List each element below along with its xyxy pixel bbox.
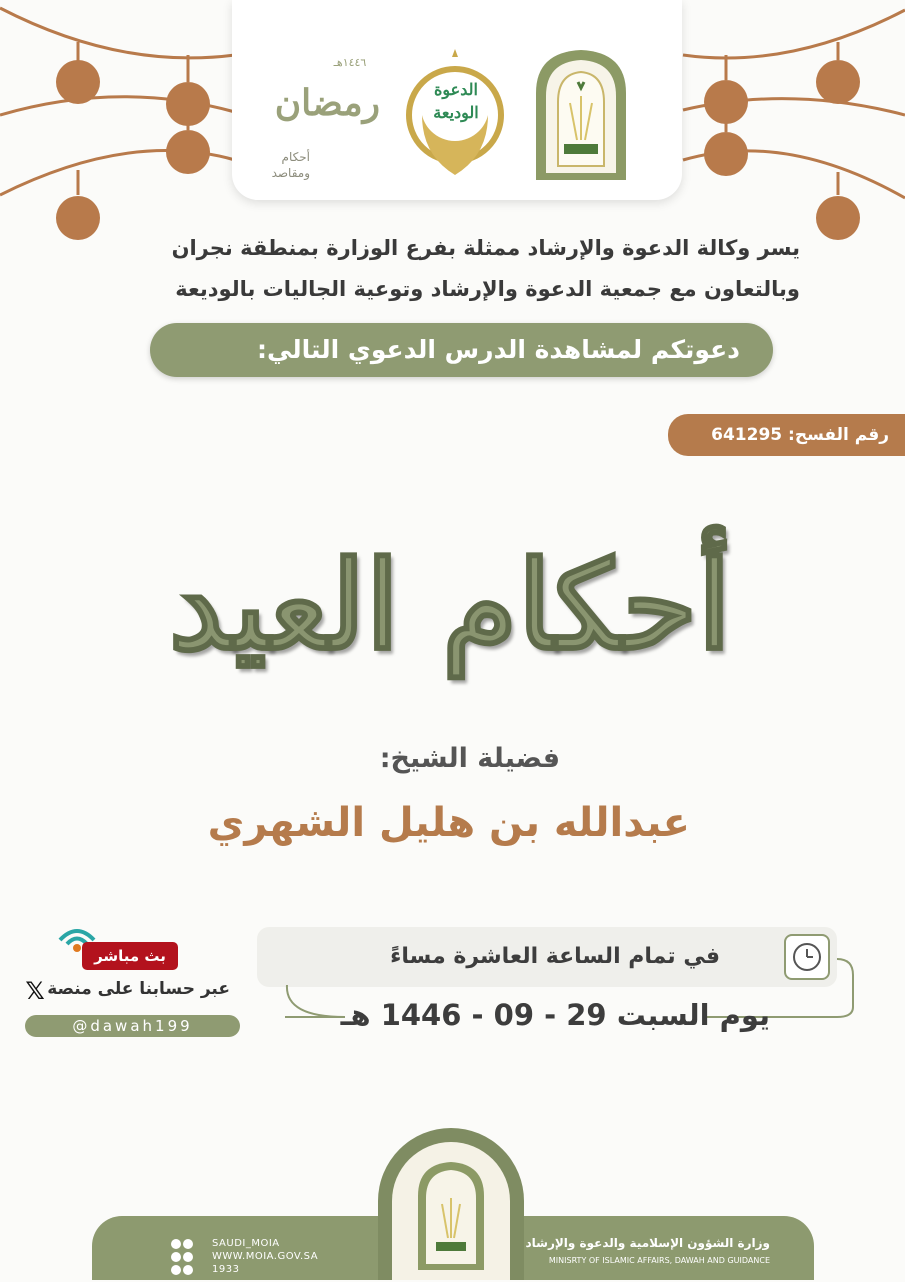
lantern-icon — [56, 60, 100, 104]
lantern-icon — [816, 60, 860, 104]
lantern-icon — [166, 130, 210, 174]
permit-number: رقم الفسح: 641295 — [668, 414, 905, 456]
footer-social-icons — [168, 1238, 208, 1282]
time-text: في تمام الساعة العاشرة مساءً — [390, 944, 720, 969]
footer-phone: 1933 — [212, 1264, 240, 1275]
footer-ministry-english: MINISRTY OF ISLAMIC AFFAIRS, DAWAH AND GUIDANCE — [548, 1256, 770, 1265]
live-badge: بث مباشر — [82, 942, 178, 970]
lantern-icon — [166, 82, 210, 126]
ramadan-logo-sub1: أحكام — [281, 150, 310, 164]
lesson-title: أحكام العيد — [168, 533, 732, 677]
wadeeah-logo-text-1: الدعوة — [434, 80, 478, 99]
platform-text: عبر حسابنا على منصة — [47, 979, 230, 999]
string-left-1 — [0, 8, 235, 58]
x-logo-icon: 𝕏 — [25, 977, 45, 1005]
sheikh-name: عبدالله بن هليل الشهري — [207, 800, 690, 846]
sheikh-label: فضيلة الشيخ: — [379, 743, 560, 774]
intro-line-2: وبالتعاون مع جمعية الدعوة والإرشاد وتوعية الجاليات بالوديعة — [175, 277, 800, 301]
lantern-icon — [816, 196, 860, 240]
footer-social-handle[interactable]: SAUDI_MOIA — [212, 1238, 280, 1249]
footer-ministry-emblem-icon — [414, 1160, 488, 1270]
date-text: يوم السبت 29 - 09 - 1446 هـ — [340, 998, 770, 1032]
footer-website[interactable]: WWW.MOIA.GOV.SA — [212, 1251, 319, 1262]
ministry-emblem-icon — [532, 48, 630, 180]
footer-ministry-arabic: وزارة الشؤون الإسلامية والدعوة والإرشاد — [525, 1236, 770, 1250]
lantern-icon — [704, 132, 748, 176]
lantern-icon — [56, 196, 100, 240]
lantern-icon — [704, 80, 748, 124]
ramadan-logo-sub2: ومقاصد — [271, 166, 310, 180]
ramadan-logo-word: رمضان — [274, 82, 380, 124]
wadeeah-logo-text-2: الوديعة — [433, 103, 479, 122]
ramadan-logo-year: ١٤٤٦هـ — [333, 56, 367, 69]
intro-line-1: يسر وكالة الدعوة والإرشاد ممثلة بفرع الوزارة بمنطقة نجران — [171, 236, 800, 260]
footer-contact — [212, 1237, 372, 1276]
string-right-1 — [683, 10, 905, 58]
invitation-text: دعوتكم لمشاهدة الدرس الدعوي التالي: — [256, 335, 740, 364]
handle-link[interactable]: @dawah199 — [25, 1015, 240, 1037]
